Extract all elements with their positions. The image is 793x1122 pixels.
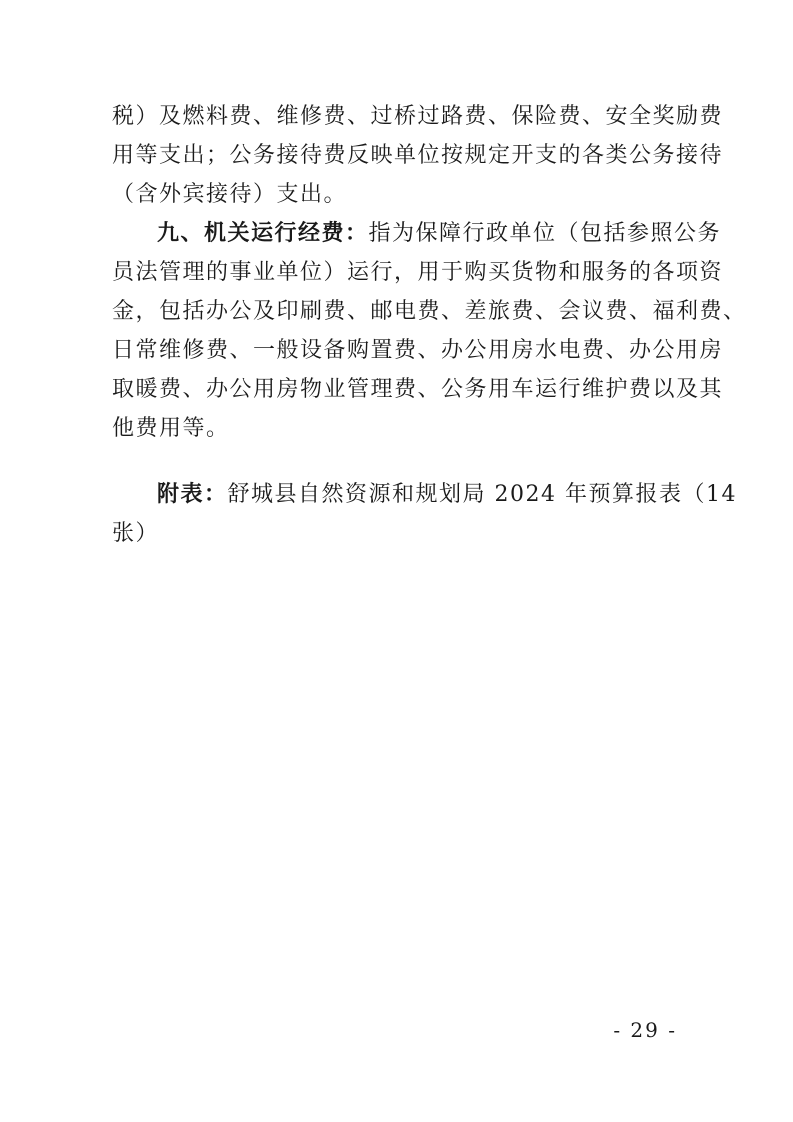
section-heading: 九、机关运行经费： bbox=[157, 221, 369, 246]
paragraph-1-line-1: 税）及燃料费、维修费、过桥过路费、保险费、安全奖励费 bbox=[112, 104, 724, 129]
paragraph-2-line-1 bbox=[157, 219, 722, 249]
paragraph-2-line-3: 金，包括办公及印刷费、邮电费、差旅费、会议费、福利费、 bbox=[112, 299, 747, 324]
paragraph-2-line-2: 员法管理的事业单位）运行，用于购买货物和服务的各项资 bbox=[112, 260, 724, 285]
attachment-line-2: 张） bbox=[112, 521, 160, 546]
page-number: - 29 - bbox=[613, 1018, 677, 1042]
paragraph-2-line-5: 取暖费、办公用房物业管理费、公务用车运行维护费以及其 bbox=[112, 377, 724, 402]
attachment-text: 舒城县自然资源和规划局 2024 年预算报表（14 bbox=[227, 482, 737, 507]
paragraph-1-line-2: 用等支出；公务接待费反映单位按规定开支的各类公务接待 bbox=[112, 143, 724, 168]
attachment-line-1 bbox=[157, 480, 737, 510]
paragraph-2-line-6: 他费用等。 bbox=[112, 416, 230, 441]
paragraph-2-line-4: 日常维修费、一般设备购置费、办公用房水电费、办公用房 bbox=[112, 338, 724, 363]
paragraph-2-first-line-text: 指为保障行政单位（包括参照公务 bbox=[368, 221, 722, 246]
paragraph-1-line-3: （含外宾接待）支出。 bbox=[112, 182, 348, 207]
attachment-label: 附表： bbox=[157, 482, 228, 507]
